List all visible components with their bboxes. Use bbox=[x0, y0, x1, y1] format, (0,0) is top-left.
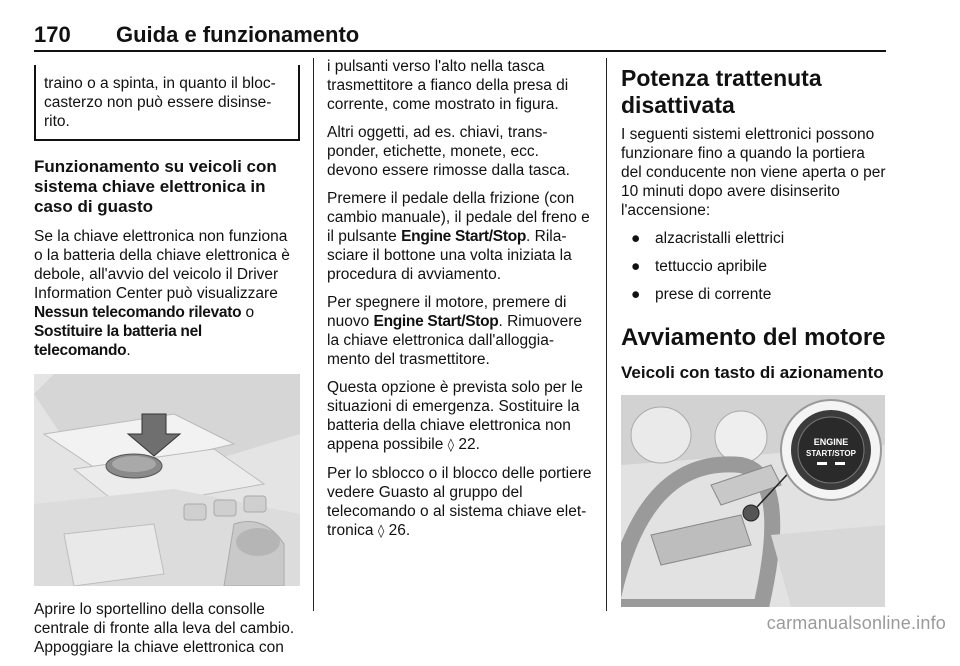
list-item: ● alzacristalli elettrici bbox=[631, 230, 785, 247]
page-reference-icon: ◊ bbox=[447, 438, 455, 453]
note-box: traino o a spinta, in quanto il bloc-casterzo non può essere disinse-rito. bbox=[34, 65, 300, 141]
engine-start-button-illustration bbox=[621, 395, 885, 607]
console-key-pocket-illustration bbox=[34, 374, 300, 586]
header-rule bbox=[34, 50, 886, 52]
engine-start-stop-label: Engine Start/Stop bbox=[401, 228, 527, 245]
page-number: 170 bbox=[34, 22, 71, 47]
bullet-icon: ● bbox=[631, 230, 641, 247]
message-replace-battery: Sostituire la batteria nel telecomando bbox=[34, 323, 202, 359]
paragraph-buttons-up: i pulsanti verso l'alto nella tasca trasmettitore a fianco della presa di corrente, come mostrato in figura. bbox=[327, 58, 569, 113]
paragraph-remove-objects: Altri oggetti, ad es. chiavi, trans-ponder, etichette, monete, ecc. devono essere rimosse dalla tasca. bbox=[327, 124, 570, 179]
paragraph-smart-key-fault: Se la chiave elettronica non funziona o la batteria della chiave elettronica è debole, all'avvio del veicolo il Driver Information Center può visualizzare Nessun telecomando rilevato o Sostituire la batteria nel telecomando. bbox=[34, 228, 290, 359]
bullet-icon: ● bbox=[631, 286, 641, 303]
section-heading-smart-key-fault: Funzionamento su veicoli con sistema chiave elettronica in caso di guasto bbox=[34, 157, 277, 216]
message-no-remote: Nessun telecomando rilevato bbox=[34, 304, 242, 321]
engine-button-label-2: START/STOP bbox=[806, 449, 856, 458]
engine-start-stop-label: Engine Start/Stop bbox=[373, 313, 499, 330]
engine-button-label-1: ENGINE bbox=[813, 437, 849, 447]
column-3 bbox=[621, 57, 887, 607]
indicator-icon bbox=[817, 462, 827, 465]
paragraph-retained-power: I seguenti sistemi elettronici possono funzionare fino a quando la portiera del conducente non viene aperta o per 10 minuti dopo avere disinserito l'accensione: bbox=[621, 126, 886, 219]
section-heading-retained-power: Potenza trattenuta disattivata bbox=[621, 65, 822, 118]
paragraph-emergency-only: Questa opzione è prevista solo per le situazioni di emergenza. Sostituire la batteria della chiave elettronica non appena possibile ◊ 22. bbox=[327, 379, 583, 453]
paragraph-switch-off: Per spegnere il motore, premere di nuovo Engine Start/Stop. Rimuovere la chiave elettronica dall'alloggia-mento del trasmettitore. bbox=[327, 294, 583, 368]
section-heading-engine-start: Avviamento del motore bbox=[621, 324, 886, 351]
column-divider-2 bbox=[606, 58, 607, 611]
indicator-icon bbox=[835, 462, 845, 465]
page-reference-link[interactable]: 26. bbox=[388, 522, 411, 539]
watermark: carmanualsonline.info bbox=[766, 613, 946, 633]
page-reference-link[interactable]: 22. bbox=[458, 436, 480, 453]
column-divider-1 bbox=[313, 58, 314, 611]
bullet-icon: ● bbox=[631, 258, 641, 275]
paragraph-unlock-doors: Per lo sblocco o il blocco delle portiere vedere Guasto al gruppo del telecomando o al sistema chiave elet-tronica ◊ 26. bbox=[327, 465, 592, 539]
subheading-start-button: Veicoli con tasto di azionamento bbox=[621, 363, 884, 382]
paragraph-open-console: Aprire lo sportellino della consolle centrale di fronte alla leva del cambio. Appoggiare la chiave elettronica con bbox=[34, 601, 295, 656]
list-item: ● tettuccio apribile bbox=[631, 258, 768, 275]
page-title: Guida e funzionamento bbox=[116, 22, 360, 47]
paragraph-press-pedal: Premere il pedale della frizione (con cambio manuale), il pedale del freno e il pulsante Engine Start/Stop. Rila-sciare il bottone una volta iniziata la procedura di avviamento. bbox=[327, 190, 590, 283]
retained-power-list bbox=[621, 229, 887, 304]
page-reference-icon: ◊ bbox=[377, 524, 385, 539]
list-item: ● prese di corrente bbox=[631, 286, 772, 303]
column-2 bbox=[327, 57, 593, 550]
column-1 bbox=[34, 57, 300, 666]
